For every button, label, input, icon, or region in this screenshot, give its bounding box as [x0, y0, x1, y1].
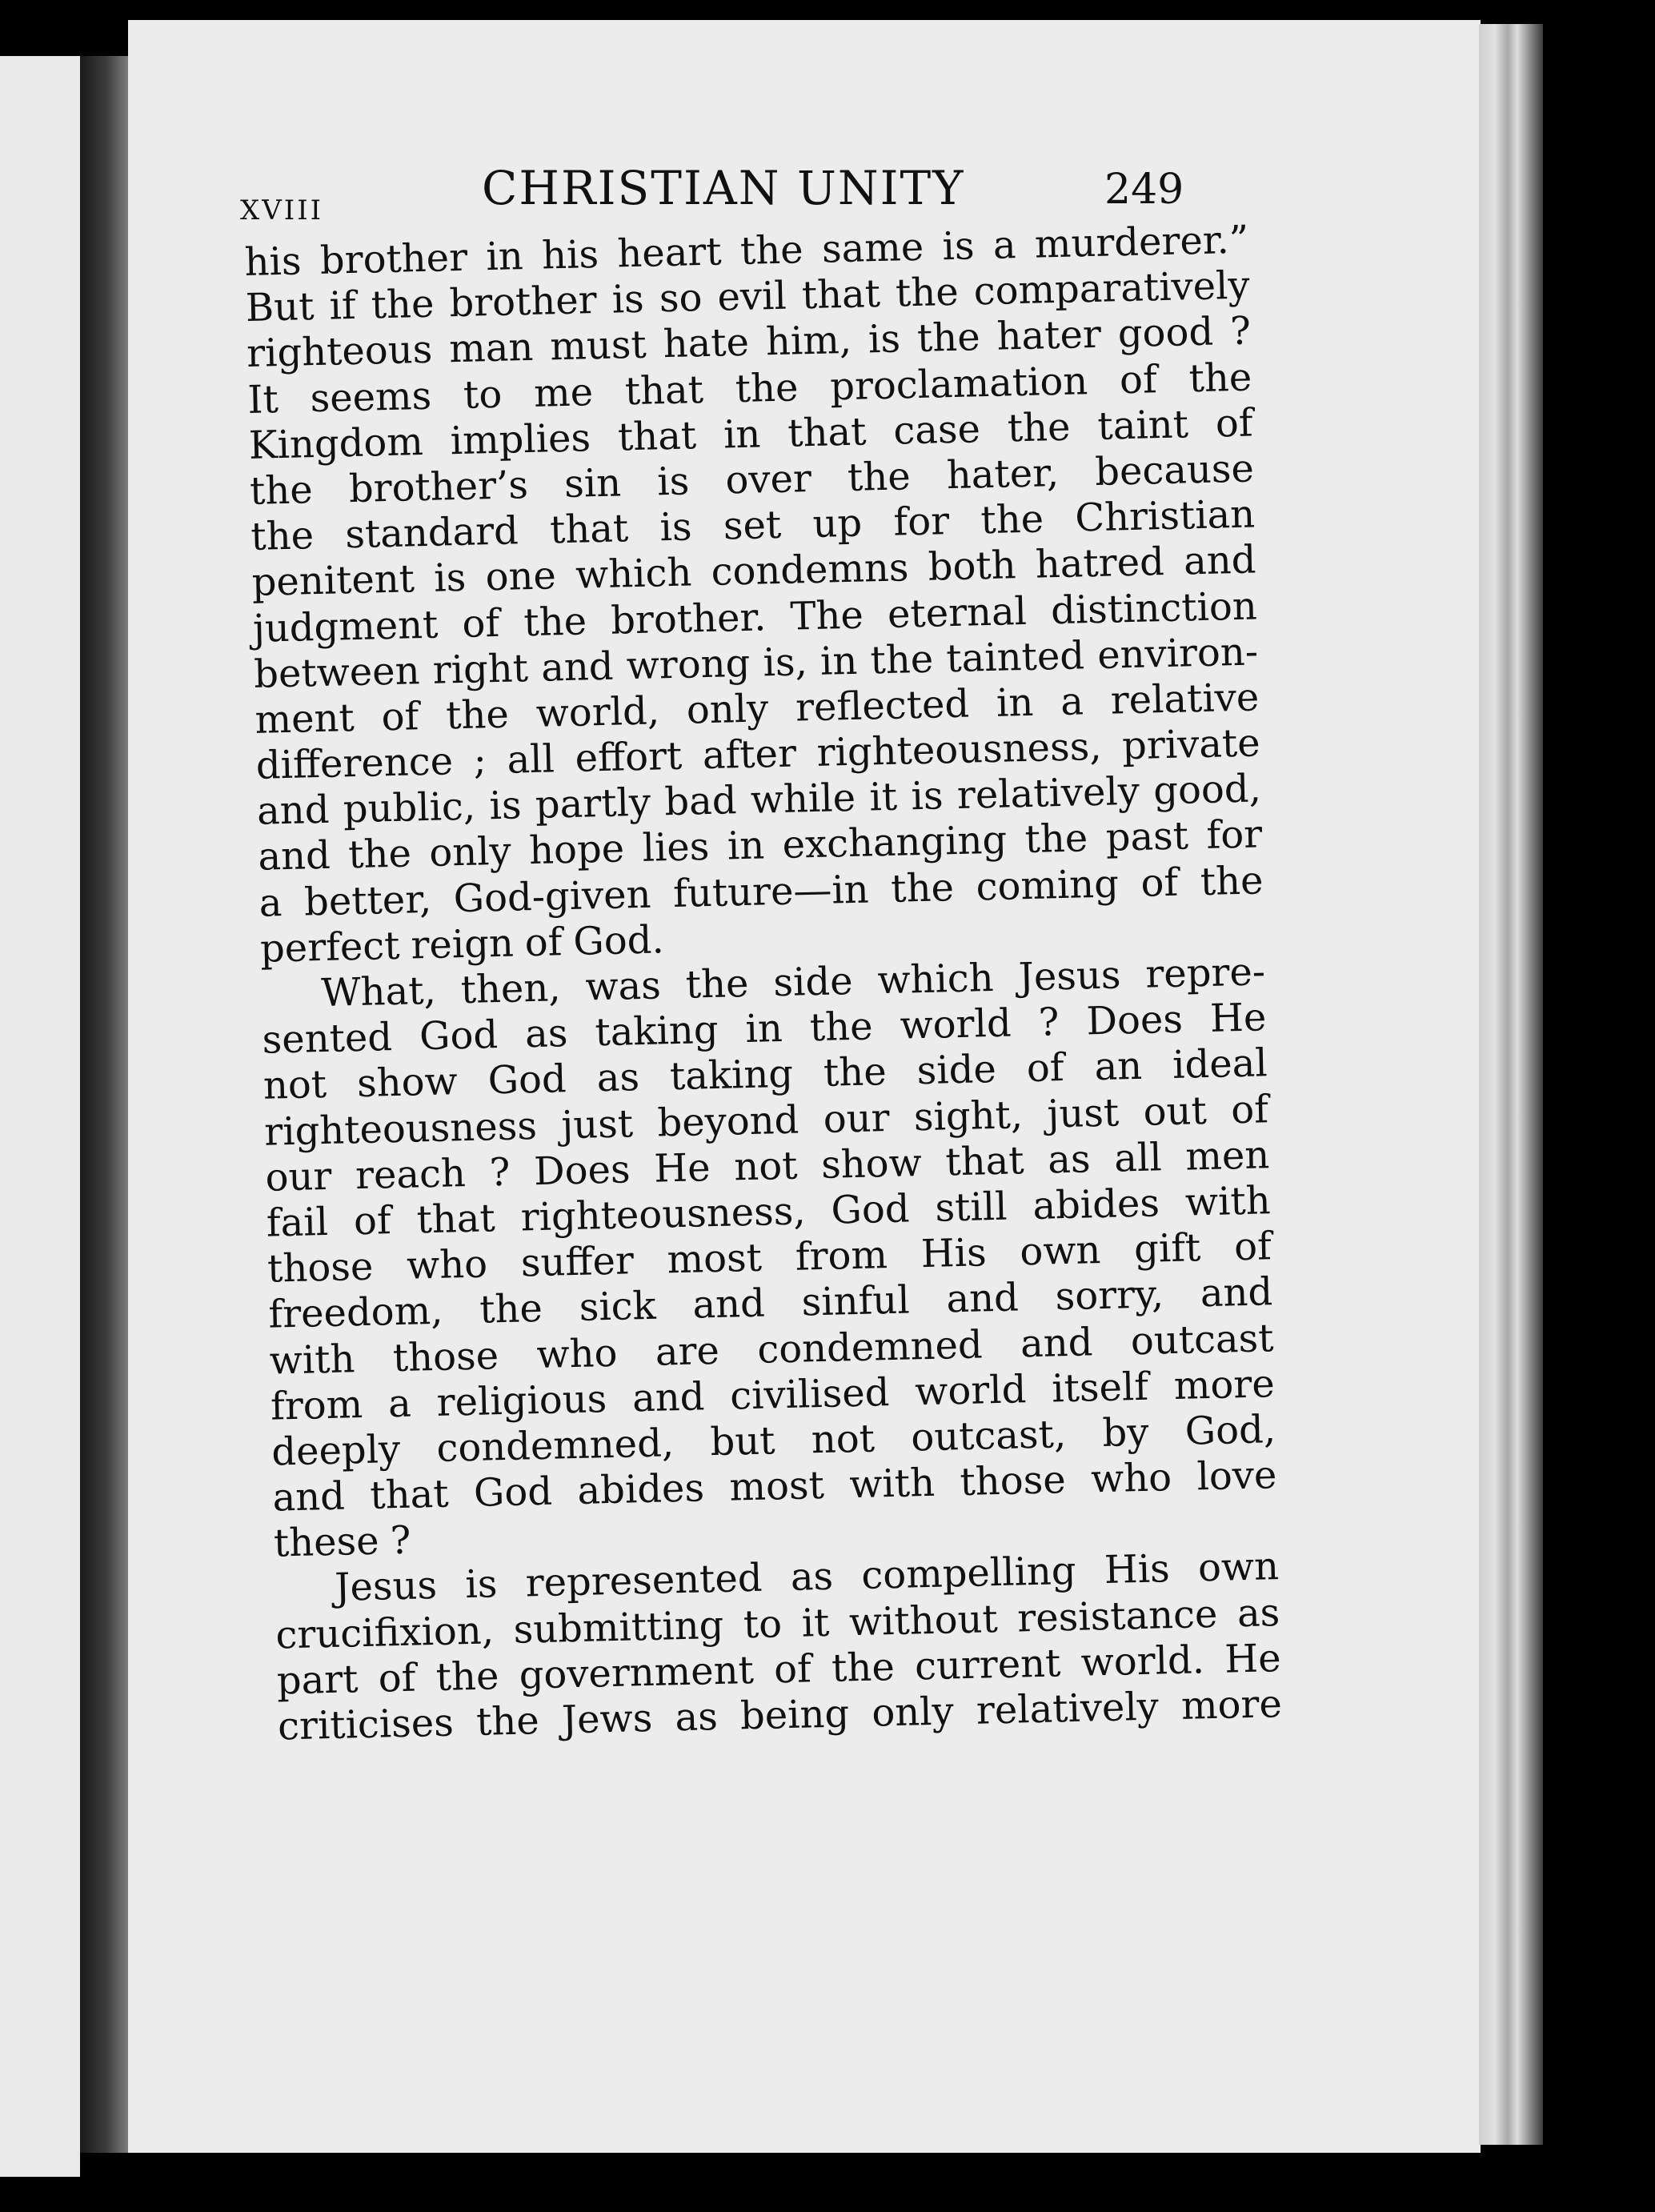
- text-line: What, then, was the side which Jesus repre-: [320, 949, 1266, 1016]
- text-line: the standard that is set up for the Christian: [250, 491, 1256, 560]
- text-line: It seems to me that the proclamation of the: [246, 355, 1252, 423]
- text-line: sented God as taking in the world ? Does He: [262, 995, 1267, 1063]
- text-line: crucifixion, submitting to it without resistance as: [274, 1589, 1280, 1658]
- text-line: Kingdom implies that in that case the taint of: [248, 400, 1254, 468]
- text-line: and that God abides most with those who love: [272, 1453, 1277, 1521]
- text-line: freedom, the sick and sinful and sorry, and: [267, 1269, 1273, 1337]
- text-line: ment of the world, only reflected in a relative: [254, 675, 1260, 743]
- text-line: from a religious and civilised world itself more: [270, 1360, 1276, 1429]
- text-line: between right and wrong is, in the tainted environ-: [253, 629, 1259, 697]
- text-line: righteousness just beyond our sight, just out of: [263, 1086, 1269, 1155]
- text-line: his brother in his heart the same is a murderer.”: [244, 217, 1249, 285]
- facing-page-edge: [0, 56, 80, 2177]
- text-line: those who suffer most from His own gift of: [266, 1224, 1272, 1292]
- text-line: penitent is one which condemns both hatred and: [251, 537, 1256, 606]
- text-line: criticises the Jews as being only relatively more: [277, 1681, 1283, 1749]
- text-line: the brother’s sin is over the hater, because: [249, 446, 1255, 514]
- text-line: deeply condemned, but not outcast, by God,: [270, 1407, 1276, 1475]
- text-line: But if the brother is so evil that the comparatively: [245, 262, 1251, 331]
- page-stack-edge: [1479, 24, 1543, 2145]
- text-line: righteous man must hate him, is the hater good ?: [246, 308, 1252, 377]
- text-line: judgment of the brother. The eternal distinction: [252, 583, 1258, 651]
- text-line: difference ; all effort after righteousness, private: [255, 720, 1261, 788]
- text-line: with those who are condemned and outcast: [269, 1315, 1275, 1384]
- text-line: and the only hope lies in exchanging the past for: [257, 811, 1263, 880]
- text-line: our reach ? Does He not show that as all men: [264, 1132, 1270, 1200]
- text-line: these ?: [273, 1517, 411, 1566]
- text-line: part of the government of the current world. He: [276, 1635, 1282, 1704]
- running-head: [240, 156, 1200, 228]
- chapter-numeral: XVIII: [240, 194, 324, 226]
- running-title: CHRISTIAN UNITY: [482, 161, 965, 215]
- text-line: perfect reign of God.: [259, 917, 665, 972]
- text-line: a better, God-given future—in the coming of the: [258, 857, 1264, 926]
- page-number: 249: [1104, 166, 1184, 214]
- body-text: [244, 218, 1282, 1750]
- text-line: fail of that righteousness, God still abides with: [266, 1178, 1272, 1246]
- text-line: Jesus is represented as compelling His own: [334, 1544, 1280, 1611]
- text-line: and public, is partly bad while it is relatively good,: [256, 766, 1262, 835]
- text-line: not show God as taking the side of an ideal: [262, 1040, 1268, 1109]
